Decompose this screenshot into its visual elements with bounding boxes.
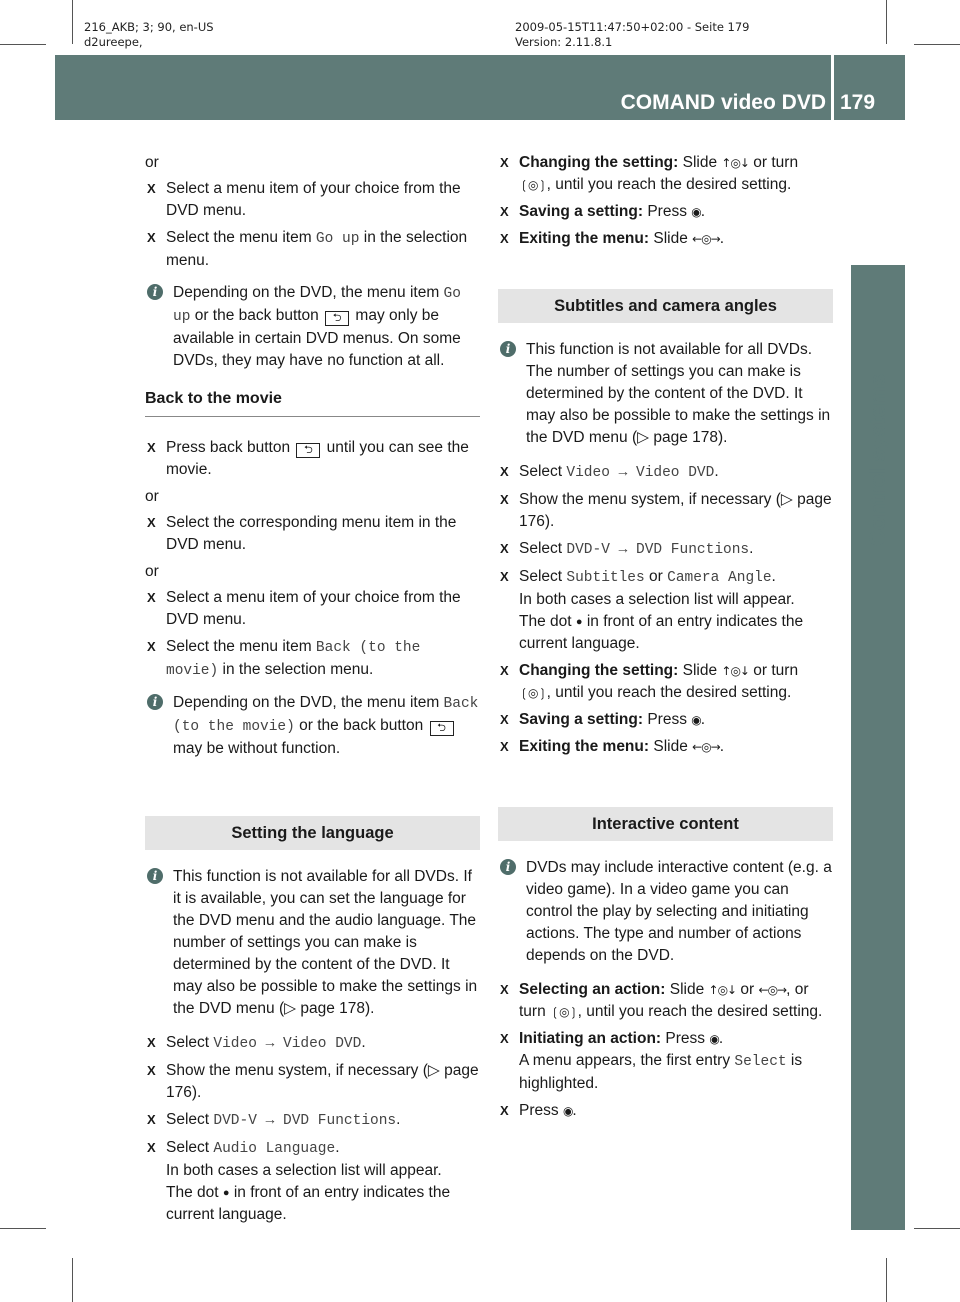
print-meta-right-line2: Version: 2.11.8.1 <box>515 35 613 49</box>
step-label: Changing the setting: <box>519 154 679 171</box>
step-text: . <box>700 711 706 728</box>
instruction-step <box>145 636 480 682</box>
step-label: Selecting an action: <box>519 981 666 998</box>
back-button-icon: ⮌ <box>430 721 454 736</box>
print-meta-left <box>84 20 214 50</box>
step-arrow-icon: X <box>147 181 156 196</box>
step-text: Press <box>519 1102 563 1119</box>
info-note <box>498 339 833 449</box>
step-text: Slide <box>649 230 693 247</box>
page-title: COMAND video DVD <box>620 91 826 114</box>
step-arrow-icon: X <box>500 739 509 754</box>
info-icon: i <box>500 859 516 875</box>
info-icon: i <box>147 694 163 710</box>
instruction-step <box>145 587 480 631</box>
step-arrow-icon: X <box>500 569 509 584</box>
step-arrow-icon: X <box>500 663 509 678</box>
instruction-step <box>498 538 833 561</box>
step-arrow-icon: X <box>147 1035 156 1050</box>
step-arrow-icon: X <box>500 231 509 246</box>
info-note <box>145 282 480 372</box>
right-column <box>498 152 833 1127</box>
step-arrow-icon: X <box>147 515 156 530</box>
step-arrow-icon: X <box>147 230 156 245</box>
section-heading: Setting the language <box>145 816 480 850</box>
step-text: . <box>719 738 725 755</box>
step-text: In both cases a selection list will appear. <box>519 591 795 608</box>
instruction-step <box>145 1137 480 1226</box>
side-tab-label: Control systems <box>865 373 890 547</box>
instruction-step <box>498 736 833 758</box>
info-note <box>145 866 480 1020</box>
left-column <box>145 152 480 1231</box>
header-divider <box>831 55 834 120</box>
print-meta-right <box>515 20 750 50</box>
step-text: Select <box>166 1139 214 1156</box>
or-text: or <box>145 154 159 171</box>
step-text: until you can see the movie. <box>166 439 469 478</box>
instruction-step <box>145 1060 480 1104</box>
page-number: 179 <box>840 91 876 114</box>
step-text: . <box>396 1111 401 1128</box>
bullet-dot-icon: ● <box>575 616 583 628</box>
instruction-step <box>498 1028 833 1095</box>
slide-horizontal-icon: ←◎→ <box>758 983 787 997</box>
press-controller-icon: ◉ <box>709 1032 719 1046</box>
subheading: Back to the movie <box>145 388 480 417</box>
info-text: DVDs may include interactive content (e.g. a video game). In a video game you can control the play by selecting and initiating actions. The type and number of actions depends on the DVD. <box>526 859 832 964</box>
back-button-icon: ⮌ <box>325 311 349 326</box>
step-text: Select <box>519 463 567 480</box>
step-arrow-icon: X <box>147 590 156 605</box>
or-text: or <box>145 488 159 505</box>
menu-item-code: DVD-V → DVD Functions <box>213 1113 397 1129</box>
slide-horizontal-icon: ←◎→ <box>692 232 720 246</box>
step-arrow-icon: X <box>147 1112 156 1127</box>
info-text: This function is not available for all DVDs. The number of settings you can make is determined by the content of the DVD. It may also be possible to make the settings in the DVD menu (▷ page 178). <box>526 341 831 446</box>
step-text: Select a menu item of your choice from the DVD menu. <box>166 180 461 219</box>
info-note <box>498 857 833 967</box>
step-text: in front of an entry indicates the current language. <box>166 1184 451 1223</box>
info-text: may be without function. <box>173 740 341 757</box>
menu-item-code: Audio Language <box>213 1141 336 1157</box>
or-text: or <box>145 563 159 580</box>
step-text: or <box>736 981 759 998</box>
print-meta-right-line1: 2009-05-15T11:47:50+02:00 - Seite 179 <box>515 20 750 34</box>
step-text: Select <box>166 1034 214 1051</box>
step-text: . <box>572 1102 577 1119</box>
press-controller-icon: ◉ <box>562 1104 573 1118</box>
menu-item-code: Go up <box>173 286 461 325</box>
instruction-step <box>498 660 833 704</box>
step-arrow-icon: X <box>500 1103 509 1118</box>
step-text: in front of an entry indicates the current language. <box>519 613 804 652</box>
instruction-step <box>498 461 833 484</box>
step-text: . <box>361 1034 366 1051</box>
instruction-step <box>145 1109 480 1132</box>
section-heading: Interactive content <box>498 807 833 841</box>
step-arrow-icon: X <box>500 204 509 219</box>
step-text: , until you reach the desired setting. <box>577 1003 823 1020</box>
step-text: or turn <box>748 662 799 679</box>
step-text: in the selection menu. <box>218 661 374 678</box>
instruction-step <box>498 566 833 655</box>
step-label: Saving a setting: <box>519 203 644 220</box>
step-text: Select <box>519 568 567 585</box>
step-arrow-icon: X <box>147 639 156 654</box>
step-text: . <box>335 1139 340 1156</box>
info-text: may only be available in certain DVD menus. On some DVDs, they may have no function at all. <box>173 307 461 369</box>
crop-mark <box>72 0 73 44</box>
info-text: or the back button <box>190 307 324 324</box>
step-arrow-icon: X <box>500 492 509 507</box>
info-note <box>145 692 480 760</box>
crop-mark <box>914 44 960 45</box>
menu-item-code: DVD-V → DVD Functions <box>566 542 750 558</box>
menu-item-code: Camera Angle <box>667 570 772 586</box>
instruction-step <box>145 227 480 272</box>
instruction-step <box>498 201 833 223</box>
crop-mark <box>886 1258 887 1302</box>
step-text: is highlighted. <box>519 1052 803 1092</box>
step-text: in the selection menu. <box>166 229 468 269</box>
step-text: Show the menu system, if necessary (▷ page 176). <box>166 1062 479 1101</box>
instruction-step <box>498 979 833 1023</box>
step-text: or <box>644 568 668 585</box>
step-text: , until you reach the desired setting. <box>546 176 792 193</box>
turn-controller-icon: ❲◎❳ <box>519 686 547 700</box>
menu-item-code: Go up <box>315 231 360 247</box>
info-text: This function is not available for all DVDs. If it is available, you can set the language for the DVD menu and the audio language. The number of settings you can make is determined by the content of the DVD. It may also be possible to make the settings in the DVD menu (▷ page 178). <box>173 868 478 1017</box>
step-text: Select the menu item <box>166 229 316 246</box>
step-text: Slide <box>678 154 722 171</box>
step-text: . <box>749 540 754 557</box>
turn-controller-icon: ❲◎❳ <box>519 178 547 192</box>
step-text: In both cases a selection list will appear. <box>166 1162 442 1179</box>
crop-mark <box>0 44 46 45</box>
step-text: Press <box>643 711 692 728</box>
step-arrow-icon: X <box>500 1031 509 1046</box>
step-text: Select the corresponding menu item in the DVD menu. <box>166 514 457 553</box>
info-text: Depending on the DVD, the menu item <box>173 694 444 711</box>
step-arrow-icon: X <box>500 982 509 997</box>
menu-item-code: Subtitles <box>566 570 645 586</box>
slide-vertical-icon: ↑◎↓ <box>721 156 749 170</box>
instruction-step <box>145 178 480 222</box>
menu-item-code: Video → Video DVD <box>213 1036 362 1052</box>
step-text: . <box>771 568 776 585</box>
step-arrow-icon: X <box>500 464 509 479</box>
info-icon: i <box>500 341 516 357</box>
step-arrow-icon: X <box>500 155 509 170</box>
instruction-step <box>498 152 833 196</box>
step-text: . <box>718 1030 724 1047</box>
step-text: Show the menu system, if necessary (▷ page 176). <box>519 491 832 530</box>
instruction-step <box>498 1100 833 1122</box>
step-text: . <box>700 203 706 220</box>
instruction-step <box>498 489 833 533</box>
step-label: Exiting the menu: <box>519 230 650 247</box>
menu-item-code: Back (to the movie) <box>166 640 421 679</box>
instruction-step <box>145 512 480 556</box>
instruction-step <box>145 1032 480 1055</box>
step-label: Initiating an action: <box>519 1030 662 1047</box>
step-arrow-icon: X <box>500 541 509 556</box>
step-text: Select the menu item <box>166 638 316 655</box>
step-text: Select a menu item of your choice from the DVD menu. <box>166 589 461 628</box>
step-text: , or turn <box>519 981 809 1020</box>
back-button-icon: ⮌ <box>296 443 320 458</box>
slide-vertical-icon: ↑◎↓ <box>721 664 749 678</box>
step-text: The dot <box>519 613 576 630</box>
step-label: Saving a setting: <box>519 711 644 728</box>
step-arrow-icon: X <box>147 440 156 455</box>
step-text: , until you reach the desired setting. <box>546 684 792 701</box>
step-text: or turn <box>748 154 799 171</box>
step-text: Select <box>519 540 567 557</box>
step-text: The dot <box>166 1184 223 1201</box>
turn-controller-icon: ❲◎❳ <box>550 1005 578 1019</box>
section-heading: Subtitles and camera angles <box>498 289 833 323</box>
step-text: Press back button <box>166 439 295 456</box>
step-label: Changing the setting: <box>519 662 679 679</box>
instruction-step <box>498 228 833 250</box>
step-arrow-icon: X <box>500 712 509 727</box>
bullet-dot-icon: ● <box>222 1187 230 1199</box>
crop-mark <box>0 1228 46 1229</box>
step-text: Slide <box>665 981 709 998</box>
step-arrow-icon: X <box>147 1063 156 1078</box>
step-arrow-icon: X <box>147 1140 156 1155</box>
info-text: or the back button <box>294 717 428 734</box>
print-meta-left-line2: d2ureepe, <box>84 35 143 49</box>
print-meta-left-line1: 216_AKB; 3; 90, en-US <box>84 20 214 34</box>
instruction-step <box>145 437 480 481</box>
slide-horizontal-icon: ←◎→ <box>692 740 720 754</box>
instruction-step <box>498 709 833 731</box>
info-text: Depending on the DVD, the menu item <box>173 284 444 301</box>
step-text: . <box>719 230 725 247</box>
slide-vertical-icon: ↑◎↓ <box>708 983 737 997</box>
step-text: Press <box>661 1030 710 1047</box>
info-icon: i <box>147 284 163 300</box>
step-text: Select <box>166 1111 214 1128</box>
step-text: Slide <box>649 738 693 755</box>
crop-mark <box>886 0 887 44</box>
menu-item-code: Back (to the movie) <box>173 696 479 735</box>
step-text: . <box>714 463 719 480</box>
menu-item-code: Video → Video DVD <box>566 465 715 481</box>
step-label: Exiting the menu: <box>519 738 650 755</box>
info-icon: i <box>147 868 163 884</box>
press-controller-icon: ◉ <box>691 713 701 727</box>
step-text: Press <box>643 203 692 220</box>
menu-item-code: Select <box>734 1054 787 1070</box>
crop-mark <box>72 1258 73 1302</box>
step-text: Slide <box>678 662 722 679</box>
step-text: A menu appears, the first entry <box>519 1052 735 1069</box>
press-controller-icon: ◉ <box>691 205 701 219</box>
crop-mark <box>914 1228 960 1229</box>
